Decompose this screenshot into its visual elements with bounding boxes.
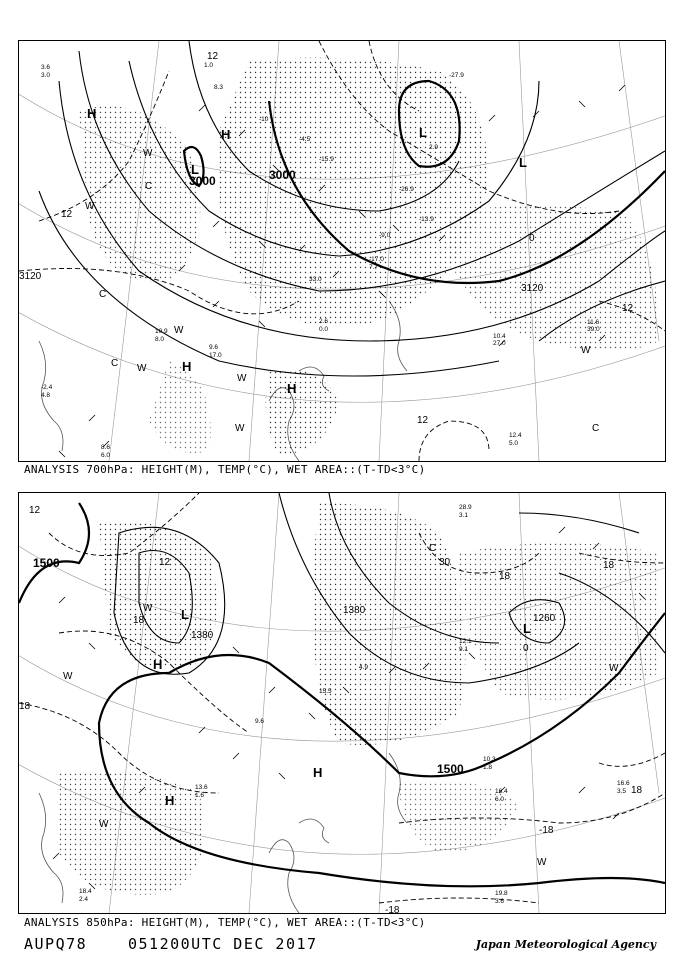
- station-value: 5.0: [509, 440, 519, 447]
- station-value: 27.0: [493, 340, 506, 347]
- station-value: 10.3: [483, 756, 496, 763]
- station-value: 39.0: [587, 326, 600, 333]
- station-value: -2.4: [41, 384, 53, 391]
- wet-areas: [59, 503, 659, 895]
- station-value: 10.4: [493, 333, 506, 340]
- high-pressure-label: H: [153, 657, 163, 672]
- temperature-label: 0: [523, 643, 529, 654]
- agency-credit: Japan Meteorological Agency: [475, 938, 656, 951]
- warm-label: W: [143, 603, 153, 614]
- station-value: 3.5: [617, 788, 627, 795]
- temperature-label: -18: [539, 825, 554, 836]
- height-label: 1380: [191, 630, 214, 641]
- station-value: -27.9: [449, 72, 464, 79]
- warm-label: W: [174, 325, 184, 336]
- warm-label: W: [85, 201, 95, 212]
- warm-label: W: [581, 345, 591, 356]
- map-700hpa: [19, 41, 665, 461]
- station-value: 19.8: [495, 890, 508, 897]
- temperature-label: -18: [385, 905, 400, 913]
- height-label: 1500: [33, 556, 60, 570]
- panel-caption-700hpa: ANALYSIS 700hPa: HEIGHT(M), TEMP(°C), WET AREA::(T-TD<3°C): [24, 463, 426, 476]
- temperature-label: 18: [603, 560, 615, 571]
- station-value: 33.0: [309, 276, 322, 283]
- height-label: 3120: [521, 283, 544, 294]
- cold-label: C: [111, 358, 119, 369]
- low-pressure-label: L: [519, 155, 527, 170]
- station-value: -17.0: [369, 256, 384, 263]
- map-850hpa: [19, 493, 665, 913]
- station-value: -13.9: [419, 216, 434, 223]
- temperature-label: 30: [439, 557, 451, 568]
- height-label: 1500: [437, 762, 464, 776]
- panel-caption-850hpa: ANALYSIS 850hPa: HEIGHT(M), TEMP(°C), WET AREA::(T-TD<3°C): [24, 916, 426, 929]
- station-value: 1.8: [483, 764, 493, 771]
- temperature-label: 18: [499, 571, 511, 582]
- temperature-label: 18: [19, 701, 31, 712]
- temperature-label: 12: [61, 209, 73, 220]
- station-value: 16.6: [617, 780, 630, 787]
- height-label: 3000: [189, 174, 216, 188]
- station-value: 28.9: [459, 504, 472, 511]
- station-value: -9.0: [379, 232, 391, 239]
- station-value: 18.4: [79, 888, 92, 895]
- map-panel-700hpa: [18, 40, 666, 462]
- temperature-label: 18: [133, 615, 145, 626]
- station-value: 11.6: [587, 319, 600, 326]
- warm-label: W: [99, 819, 109, 830]
- station-value: 12.1: [459, 638, 472, 645]
- height-label: 3120: [19, 271, 42, 282]
- temperature-label: 18: [631, 785, 643, 796]
- warm-label: W: [609, 663, 619, 674]
- cold-label: C: [429, 543, 437, 554]
- warm-label: W: [237, 373, 247, 384]
- cold-label: C: [592, 423, 600, 434]
- low-pressure-label: L: [523, 621, 531, 636]
- station-value: -26.9: [399, 186, 414, 193]
- chart-id: AUPQ78: [24, 935, 88, 953]
- warm-label: W: [235, 423, 245, 434]
- station-value: 3.6: [41, 64, 51, 71]
- station-value: 2.4: [79, 896, 89, 903]
- map-panel-850hpa: [18, 492, 666, 914]
- station-value: 8.6: [101, 444, 111, 451]
- high-pressure-label: H: [165, 793, 175, 808]
- cold-label: C: [145, 181, 153, 192]
- height-label: 1380: [343, 605, 366, 616]
- station-value: 9.1: [459, 646, 469, 653]
- low-pressure-label: L: [419, 125, 427, 140]
- station-value: 9.6: [209, 344, 219, 351]
- temperature-label: 12: [207, 51, 219, 62]
- station-value: 6.0: [101, 452, 111, 459]
- station-value: 1.6: [195, 792, 205, 799]
- station-value: -10: [259, 116, 269, 123]
- temperature-label: 12: [159, 557, 171, 568]
- cold-label: C: [99, 289, 107, 300]
- temperature-label: 12: [417, 415, 429, 426]
- high-pressure-label: H: [87, 106, 97, 121]
- station-value: 12.4: [509, 432, 522, 439]
- temperature-label: 12: [29, 505, 41, 516]
- temperature-label: 0: [529, 233, 535, 244]
- height-label: 3000: [269, 168, 296, 182]
- temperature-label: 12: [622, 303, 634, 314]
- station-value: 8.3: [214, 84, 224, 91]
- high-pressure-label: H: [221, 127, 231, 142]
- high-pressure-label: H: [287, 381, 297, 396]
- station-value: 13.6: [195, 784, 208, 791]
- warm-label: W: [143, 148, 153, 159]
- warm-label: W: [537, 857, 547, 868]
- station-value: 3.6: [495, 898, 505, 905]
- station-value: 3.0: [41, 72, 51, 79]
- station-value: 4.8: [41, 392, 51, 399]
- station-value: 10.9: [155, 328, 168, 335]
- station-value: 15.5: [319, 688, 332, 695]
- station-value: 2.9: [429, 144, 439, 151]
- station-value: 3.1: [459, 512, 469, 519]
- station-value: 0.0: [319, 326, 329, 333]
- station-value: -4.5: [299, 136, 311, 143]
- valid-time: 051200UTC DEC 2017: [128, 935, 318, 953]
- warm-label: W: [63, 671, 73, 682]
- station-value: 6.0: [495, 796, 505, 803]
- station-value: 2.6: [319, 318, 329, 325]
- station-value: 9.6: [255, 718, 265, 725]
- height-label: 1260: [533, 613, 556, 624]
- warm-label: W: [137, 363, 147, 374]
- station-value: 16.4: [495, 788, 508, 795]
- station-value: -15.9: [319, 156, 334, 163]
- high-pressure-label: H: [182, 359, 192, 374]
- high-pressure-label: H: [313, 765, 323, 780]
- station-value: 8.0: [155, 336, 165, 343]
- low-pressure-label: L: [181, 607, 189, 622]
- station-value: 17.0: [209, 352, 222, 359]
- station-value: 7.7: [369, 264, 379, 271]
- low-pressure-label: L: [191, 162, 199, 177]
- station-value: 1.0: [204, 62, 214, 69]
- station-value: 4.9: [359, 664, 369, 671]
